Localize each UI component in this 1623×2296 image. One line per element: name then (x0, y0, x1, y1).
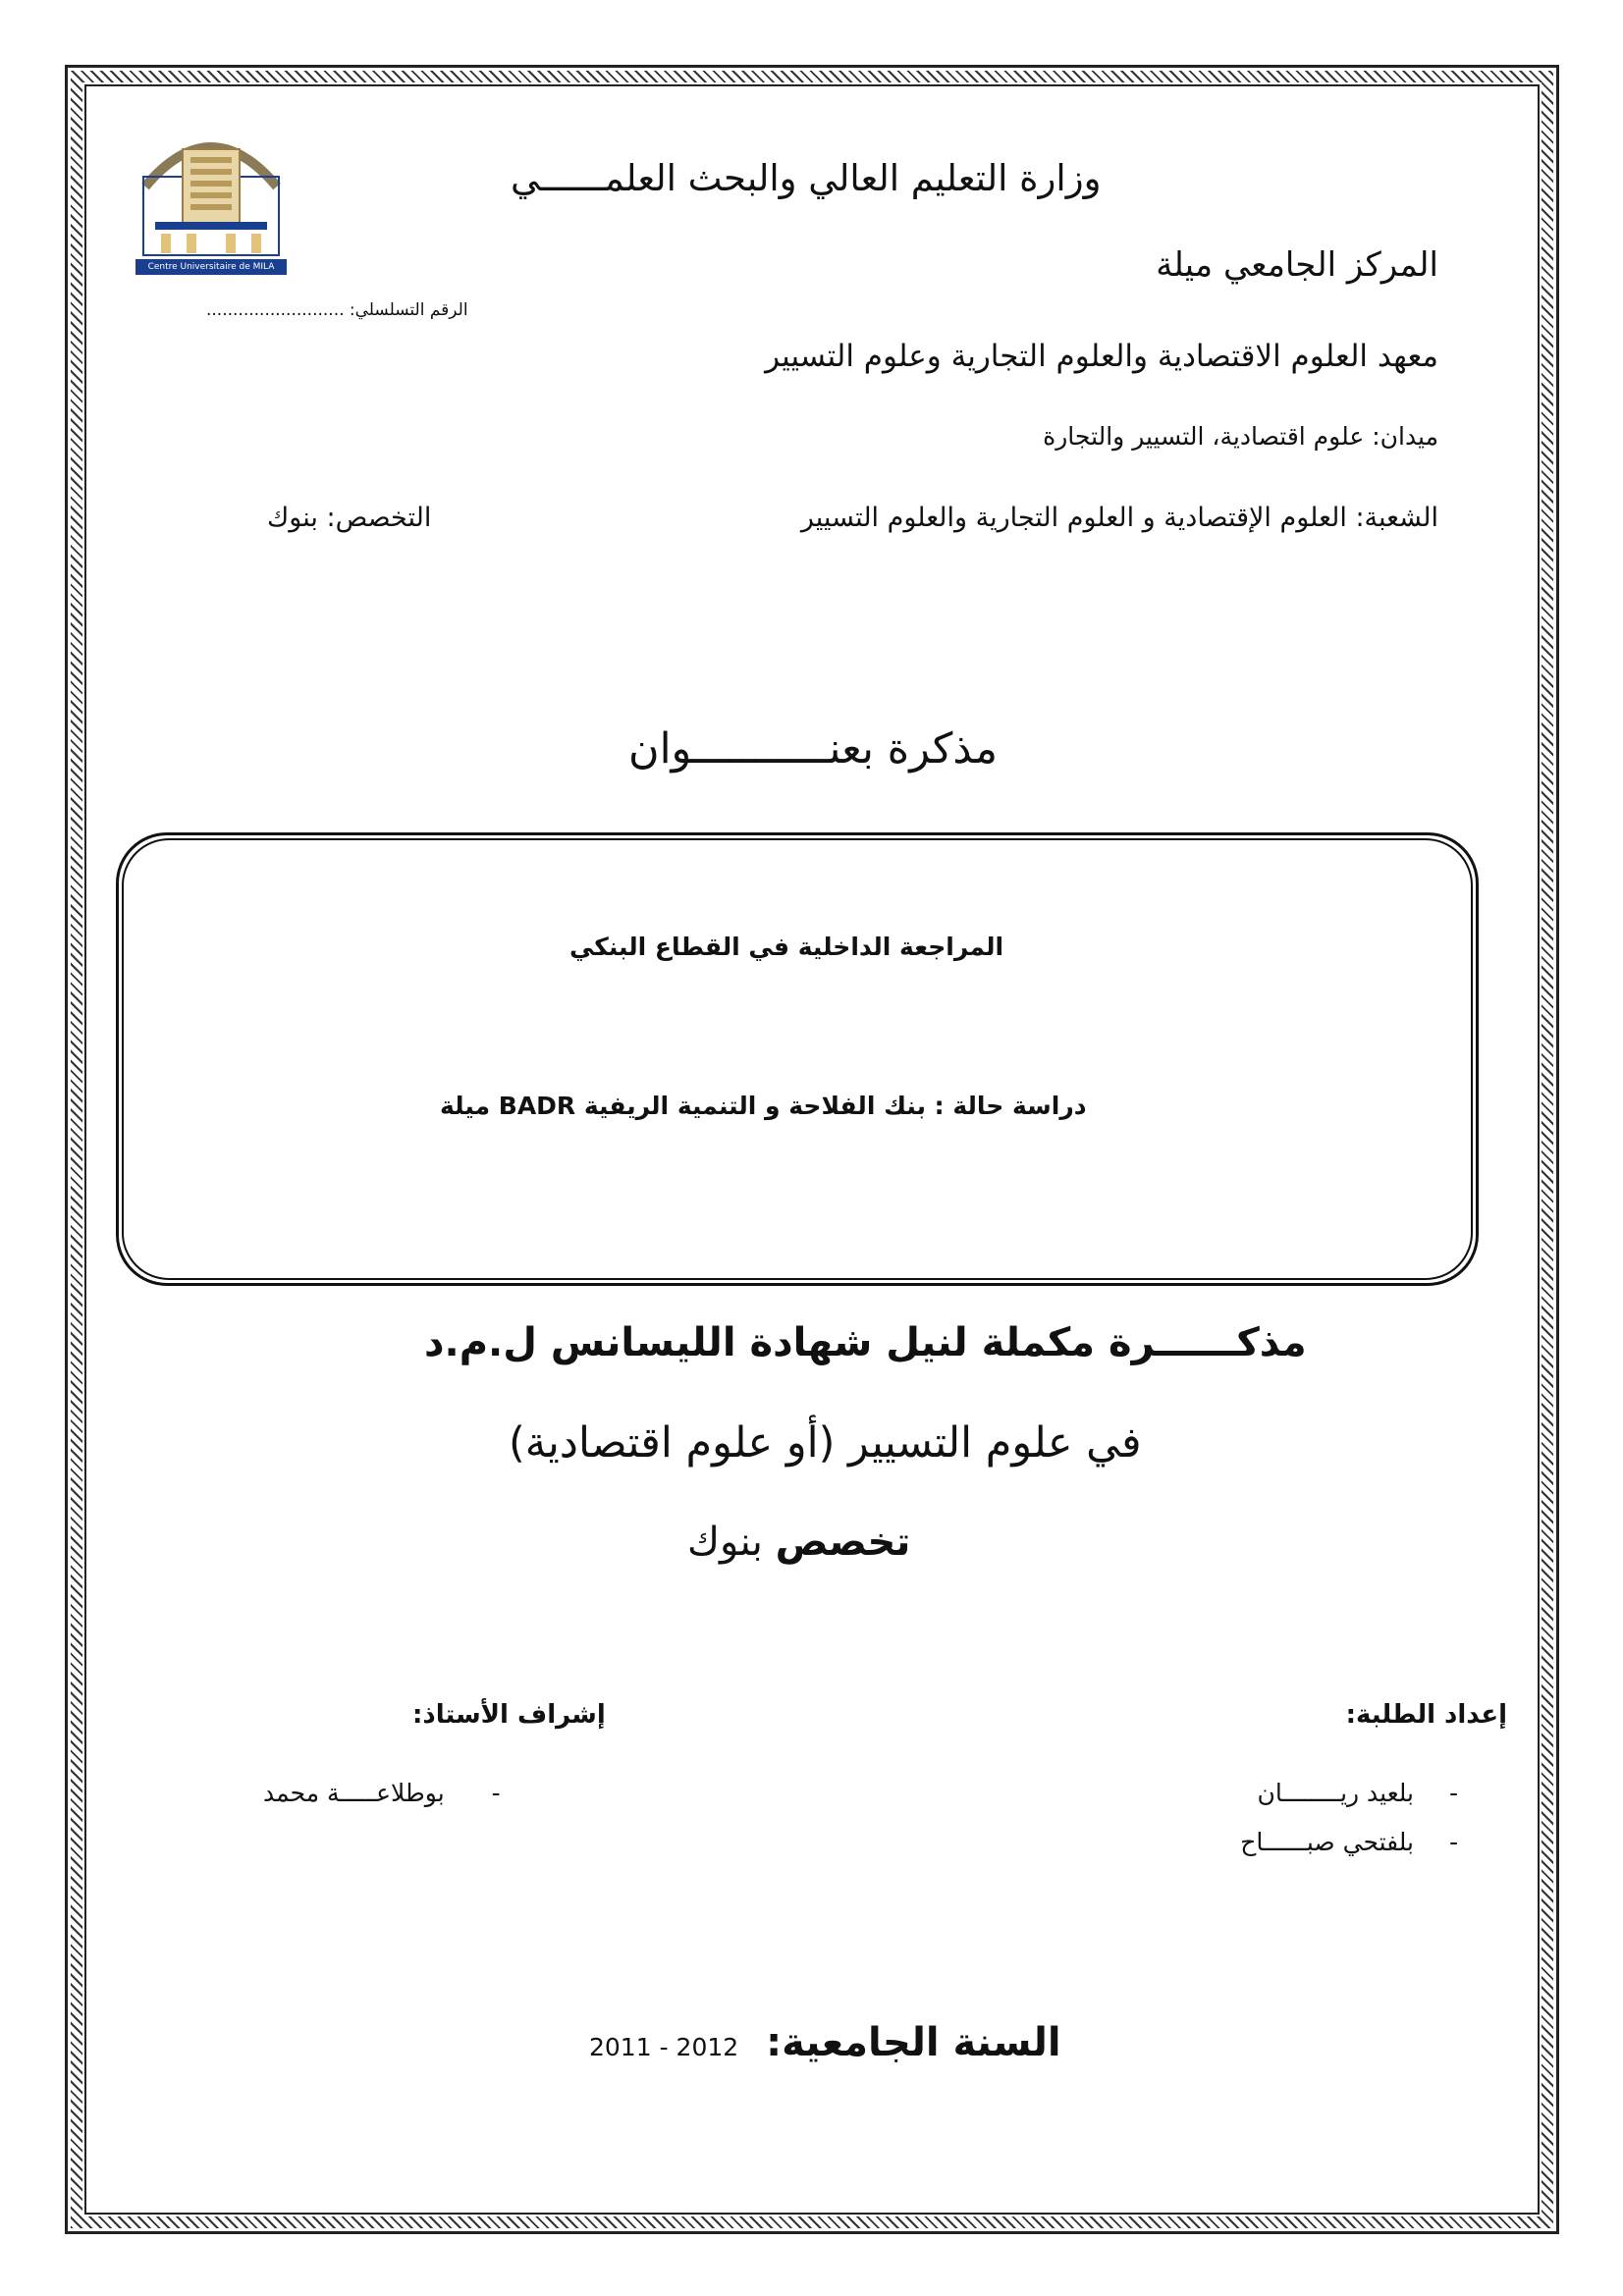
specialty-label: التخصص: (326, 503, 432, 533)
field-line: ميدان: علوم اقتصادية، التسيير والتجارة (1043, 422, 1438, 451)
degree-line-2: في علوم التسيير (أو علوم اقتصادية) (509, 1418, 1142, 1468)
academic-year-label: السنة الجامعية: (766, 2020, 1061, 2065)
degree-line-3 (687, 1520, 910, 1565)
academic-year (589, 2020, 1061, 2065)
students-label: إعداد الطلبة: (1345, 1700, 1507, 1730)
student-bullet: - (1448, 1779, 1458, 1807)
serial-number-label: الرقم التسلسلي: (349, 300, 468, 320)
student-item-1 (1258, 1779, 1459, 1807)
student-name: بلفتحي صبــــــاح (1240, 1828, 1415, 1856)
specialty-heading-value: بنوك (687, 1520, 763, 1565)
thesis-title: المراجعة الداخلية في القطاع البنكي (569, 933, 1004, 961)
supervisor-label: إشراف الأستاذ: (412, 1700, 606, 1730)
branch-line: الشعبة: العلوم الإقتصادية و العلوم التجارية والعلوم التسيير (800, 503, 1438, 533)
case-study: دراسة حالة : بنك الفلاحة و التنمية الريفية BADR ميلة (440, 1092, 1087, 1120)
university-logo-icon (135, 118, 287, 259)
memo-title-heading: مذكرة بعنـــــــــــوان (628, 724, 998, 774)
institute-name: معهد العلوم الاقتصادية والعلوم التجارية وعلوم التسيير (765, 339, 1438, 374)
student-name: بلعيد ريــــــــان (1257, 1779, 1415, 1807)
logo-caption: Centre Universitaire de MILA (135, 259, 287, 275)
ministry-name: وزارة التعليم العالي والبحث العلمــــــي (511, 157, 1102, 199)
academic-year-value: 2011 - 2012 (589, 2033, 739, 2061)
specialty-heading-label: تخصص (775, 1520, 911, 1565)
supervisor-bullet: - (491, 1779, 501, 1807)
university-logo (135, 118, 287, 275)
student-item-2 (1240, 1828, 1458, 1856)
degree-line-1: مذكــــــرة مكملة لنيل شهادة الليسانس ل.م.د (424, 1320, 1307, 1365)
title-box-inner-border (122, 838, 1473, 1280)
specialty-value: بنوك (267, 503, 318, 533)
serial-number (206, 300, 569, 320)
university-center-name: المركز الجامعي ميلة (1156, 245, 1438, 285)
supervisor-item (263, 1779, 501, 1807)
student-bullet: - (1448, 1828, 1458, 1856)
specialty-line (267, 503, 431, 533)
serial-number-value: .......................... (206, 300, 345, 320)
supervisor-name: بوطلاعـــــة محمد (263, 1779, 445, 1807)
